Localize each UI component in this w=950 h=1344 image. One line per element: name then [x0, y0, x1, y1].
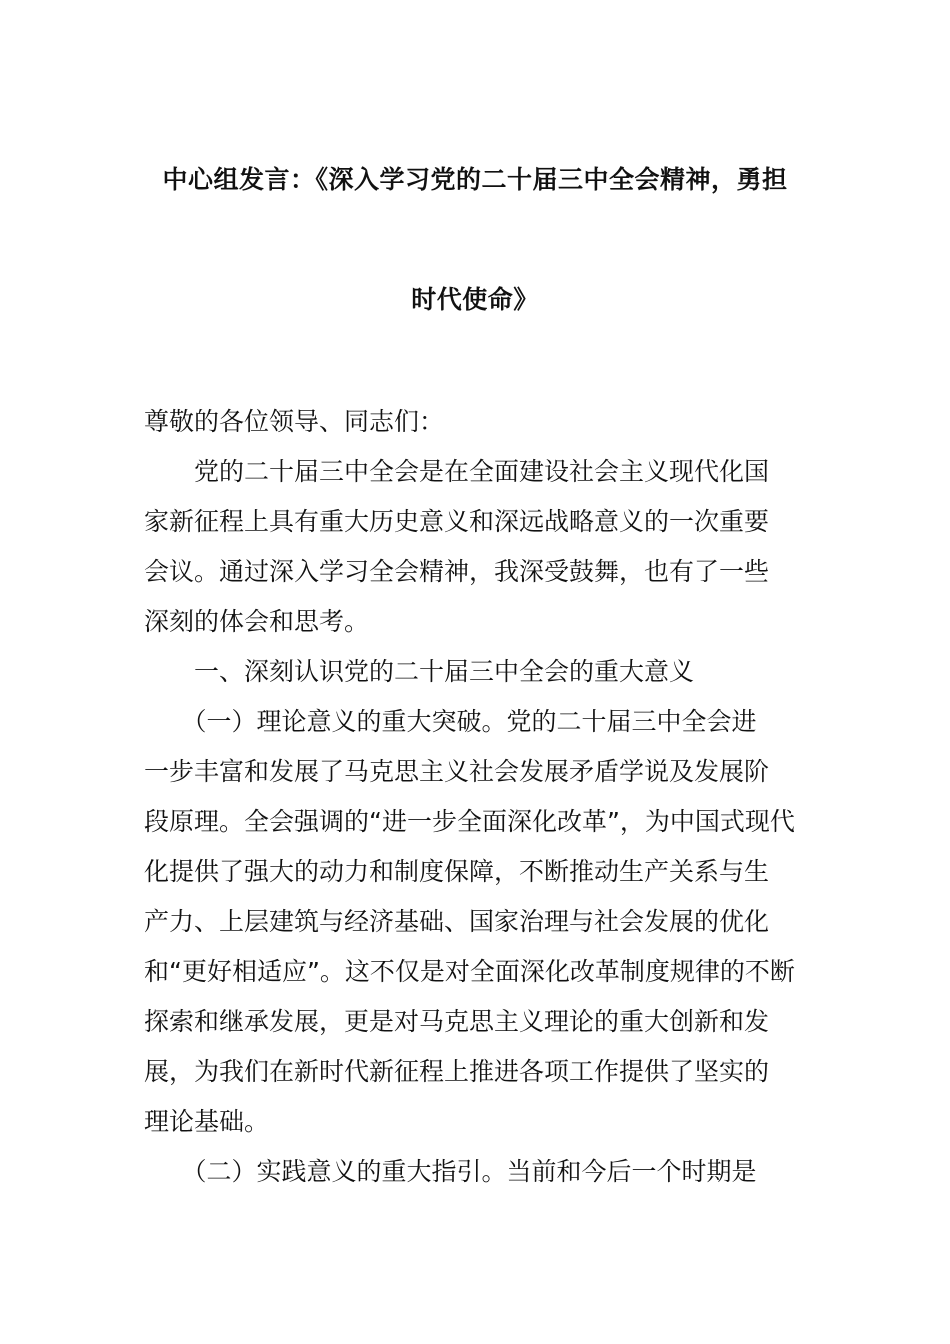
paragraph-line: 会议。通过深入学习全会精神，我深受鼓舞，也有了一些 — [144, 557, 770, 586]
paragraph-line: 产力、上层建筑与经济基础、国家治理与社会发展的优化 — [144, 907, 770, 936]
document-title-line-2: 时代使命》 — [411, 285, 539, 314]
paragraph-line: 探索和继承发展，更是对马克思主义理论的重大创新和发 — [144, 1007, 770, 1036]
paragraph-line: 深刻的体会和思考。 — [144, 607, 370, 636]
paragraph-line: 和“更好相适应”。这不仅是对全面深化改革制度规律的不断 — [144, 957, 795, 986]
paragraph-line: （一）理论意义的重大突破。党的二十届三中全会进 — [144, 707, 757, 736]
document-body — [144, 397, 808, 1197]
paragraph-line: 段原理。全会强调的“进一步全面深化改革”，为中国式现代 — [144, 807, 795, 836]
paragraph-line: 化提供了强大的动力和制度保障，不断推动生产关系与生 — [144, 857, 770, 886]
paragraph-line: 家新征程上具有重大历史意义和深远战略意义的一次重要 — [144, 507, 770, 536]
paragraph-line: 党的二十届三中全会是在全面建设社会主义现代化国 — [144, 457, 770, 486]
paragraph-line: 理论基础。 — [144, 1107, 270, 1136]
paragraph-line: 展，为我们在新时代新征程上推进各项工作提供了坚实的 — [144, 1057, 770, 1086]
document-title-line-1: 中心组发言：《深入学习党的二十届三中全会精神，勇担 — [162, 165, 788, 194]
paragraph-line: （二）实践意义的重大指引。当前和今后一个时期是 — [144, 1157, 757, 1186]
salutation: 尊敬的各位领导、同志们： — [144, 407, 445, 436]
paragraph-line: 一步丰富和发展了马克思主义社会发展矛盾学说及发展阶 — [144, 757, 770, 786]
section-heading: 一、深刻认识党的二十届三中全会的重大意义 — [144, 657, 695, 686]
